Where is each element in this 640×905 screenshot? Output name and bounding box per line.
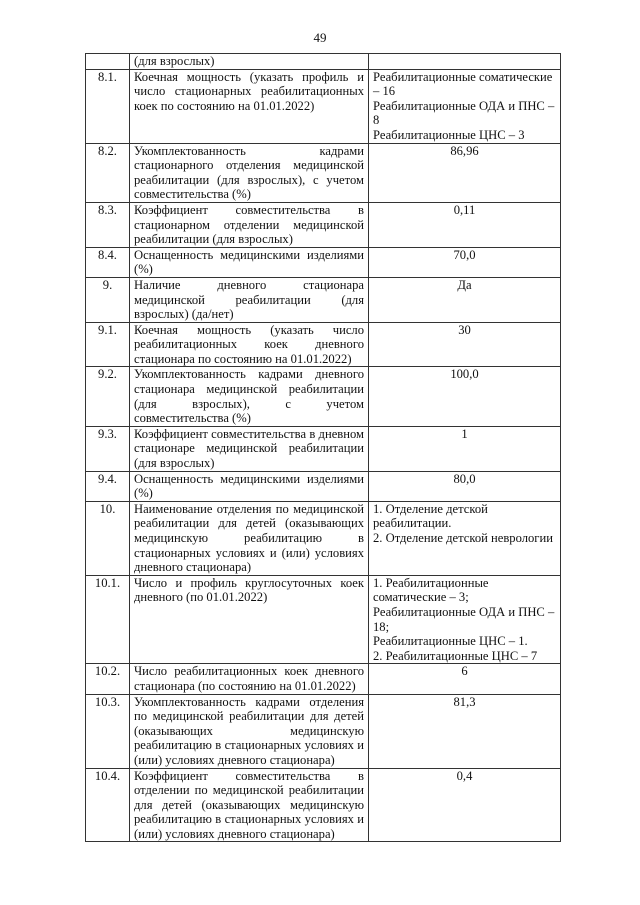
- page-number: 49: [313, 30, 327, 45]
- value-line: 30: [458, 322, 471, 337]
- row-number: 10.4.: [86, 768, 130, 842]
- table-row: [86, 322, 561, 367]
- row-number: 9.: [86, 277, 130, 322]
- row-number: 10.2.: [86, 664, 130, 694]
- value-line: Реабилитационные соматические – 16: [373, 69, 553, 99]
- row-description: Число и профиль круглосуточных коек дневного (по 01.01.2022): [130, 575, 369, 664]
- row-description: Коэффициент совместительства в дневном стационаре медицинской реабилитации (для взрослых): [130, 426, 369, 471]
- row-description: Оснащенность медицинскими изделиями (%): [130, 471, 369, 501]
- row-number: 9.3.: [86, 426, 130, 471]
- row-description: (для взрослых): [130, 54, 369, 70]
- indicators-table: [85, 53, 561, 842]
- table-row: [86, 471, 561, 501]
- value-line: 2. Реабилитационные ЦНС – 7: [373, 648, 538, 663]
- row-description: Коэффициент совместительства в стационарном отделении медицинской реабилитации (для взрослых): [130, 202, 369, 247]
- row-description: Коэффициент совместительства в отделении по медицинской реабилитации для детей (оказывающих медицинскую реабилитацию в стационарных условиях и (или) условиях дневного стационара): [130, 768, 369, 842]
- table-row: [86, 143, 561, 202]
- row-value: [369, 501, 561, 575]
- value-line: 0,4: [456, 768, 473, 783]
- value-line: 86,96: [450, 143, 479, 158]
- row-value: [369, 54, 561, 70]
- value-line: 100,0: [450, 367, 479, 382]
- table-row: [86, 367, 561, 426]
- row-description: Коечная мощность (указать число реабилитационных коек дневного стационара по состоянию на 01.01.2022): [130, 322, 369, 367]
- row-value: [369, 664, 561, 694]
- row-value: [369, 247, 561, 277]
- row-number: 8.3.: [86, 202, 130, 247]
- row-number: 9.4.: [86, 471, 130, 501]
- row-number: 9.2.: [86, 367, 130, 426]
- value-line: 6: [461, 664, 468, 679]
- value-line: 1: [461, 426, 468, 441]
- row-number: 8.2.: [86, 143, 130, 202]
- row-number: 9.1.: [86, 322, 130, 367]
- table-row: [86, 202, 561, 247]
- table-row: [86, 54, 561, 70]
- row-description: Оснащенность медицинскими изделиями (%): [130, 247, 369, 277]
- row-value: [369, 202, 561, 247]
- row-value: [369, 694, 561, 768]
- value-line: Реабилитационные ОДА и ПНС – 8: [373, 98, 555, 128]
- table-row: [86, 664, 561, 694]
- row-value: [369, 768, 561, 842]
- value-line: 81,3: [453, 694, 476, 709]
- value-line: 1. Реабилитационные соматические – 3;: [373, 575, 489, 605]
- row-description: Коечная мощность (указать профиль и число стационарных реабилитационных коек по состоянию на 01.01.2022): [130, 69, 369, 143]
- row-value: [369, 426, 561, 471]
- row-number: [86, 54, 130, 70]
- row-number: 8.1.: [86, 69, 130, 143]
- value-line: 70,0: [453, 247, 476, 262]
- row-description: Наличие дневного стационара медицинской реабилитации (для взрослых) (да/нет): [130, 277, 369, 322]
- value-line: 1. Отделение детской реабилитации.: [373, 501, 488, 531]
- value-line: Реабилитационные ЦНС – 3: [373, 127, 525, 142]
- table-row: [86, 69, 561, 143]
- value-line: 80,0: [453, 471, 476, 486]
- row-description: Наименование отделения по медицинской реабилитации для детей (оказывающих медицинскую реабилитацию в стационарных условиях и (или) условиях дневного стационара): [130, 501, 369, 575]
- row-number: 10.: [86, 501, 130, 575]
- row-value: [369, 143, 561, 202]
- row-number: 10.3.: [86, 694, 130, 768]
- value-line: 0,11: [453, 202, 476, 217]
- table-row: [86, 277, 561, 322]
- row-value: [369, 322, 561, 367]
- value-line: Да: [457, 277, 472, 292]
- row-value: [369, 367, 561, 426]
- table-row: [86, 501, 561, 575]
- row-value: [369, 575, 561, 664]
- table-row: [86, 694, 561, 768]
- row-number: 8.4.: [86, 247, 130, 277]
- row-value: [369, 277, 561, 322]
- row-number: 10.1.: [86, 575, 130, 664]
- value-line: Реабилитационные ОДА и ПНС – 18;: [373, 604, 555, 634]
- row-value: [369, 471, 561, 501]
- table-row: [86, 426, 561, 471]
- table-row: [86, 768, 561, 842]
- table-row: [86, 247, 561, 277]
- row-value: [369, 69, 561, 143]
- row-description: Укомплектованность кадрами дневного стационара медицинской реабилитации (для взрослых), с учетом совместительства (%): [130, 367, 369, 426]
- value-line: 2. Отделение детской неврологии: [373, 531, 553, 545]
- table-row: [86, 575, 561, 664]
- row-description: Число реабилитационных коек дневного стационара (по состоянию на 01.01.2022): [130, 664, 369, 694]
- row-description: Укомплектованность кадрами отделения по медицинской реабилитации для детей (оказывающих медицинскую реабилитацию в стационарных условиях и (или) условиях дневного стационара): [130, 694, 369, 768]
- row-description: Укомплектованность кадрами стационарного отделения медицинской реабилитации (для взрослых), с учетом совместительства (%): [130, 143, 369, 202]
- value-line: Реабилитационные ЦНС – 1.: [373, 634, 528, 649]
